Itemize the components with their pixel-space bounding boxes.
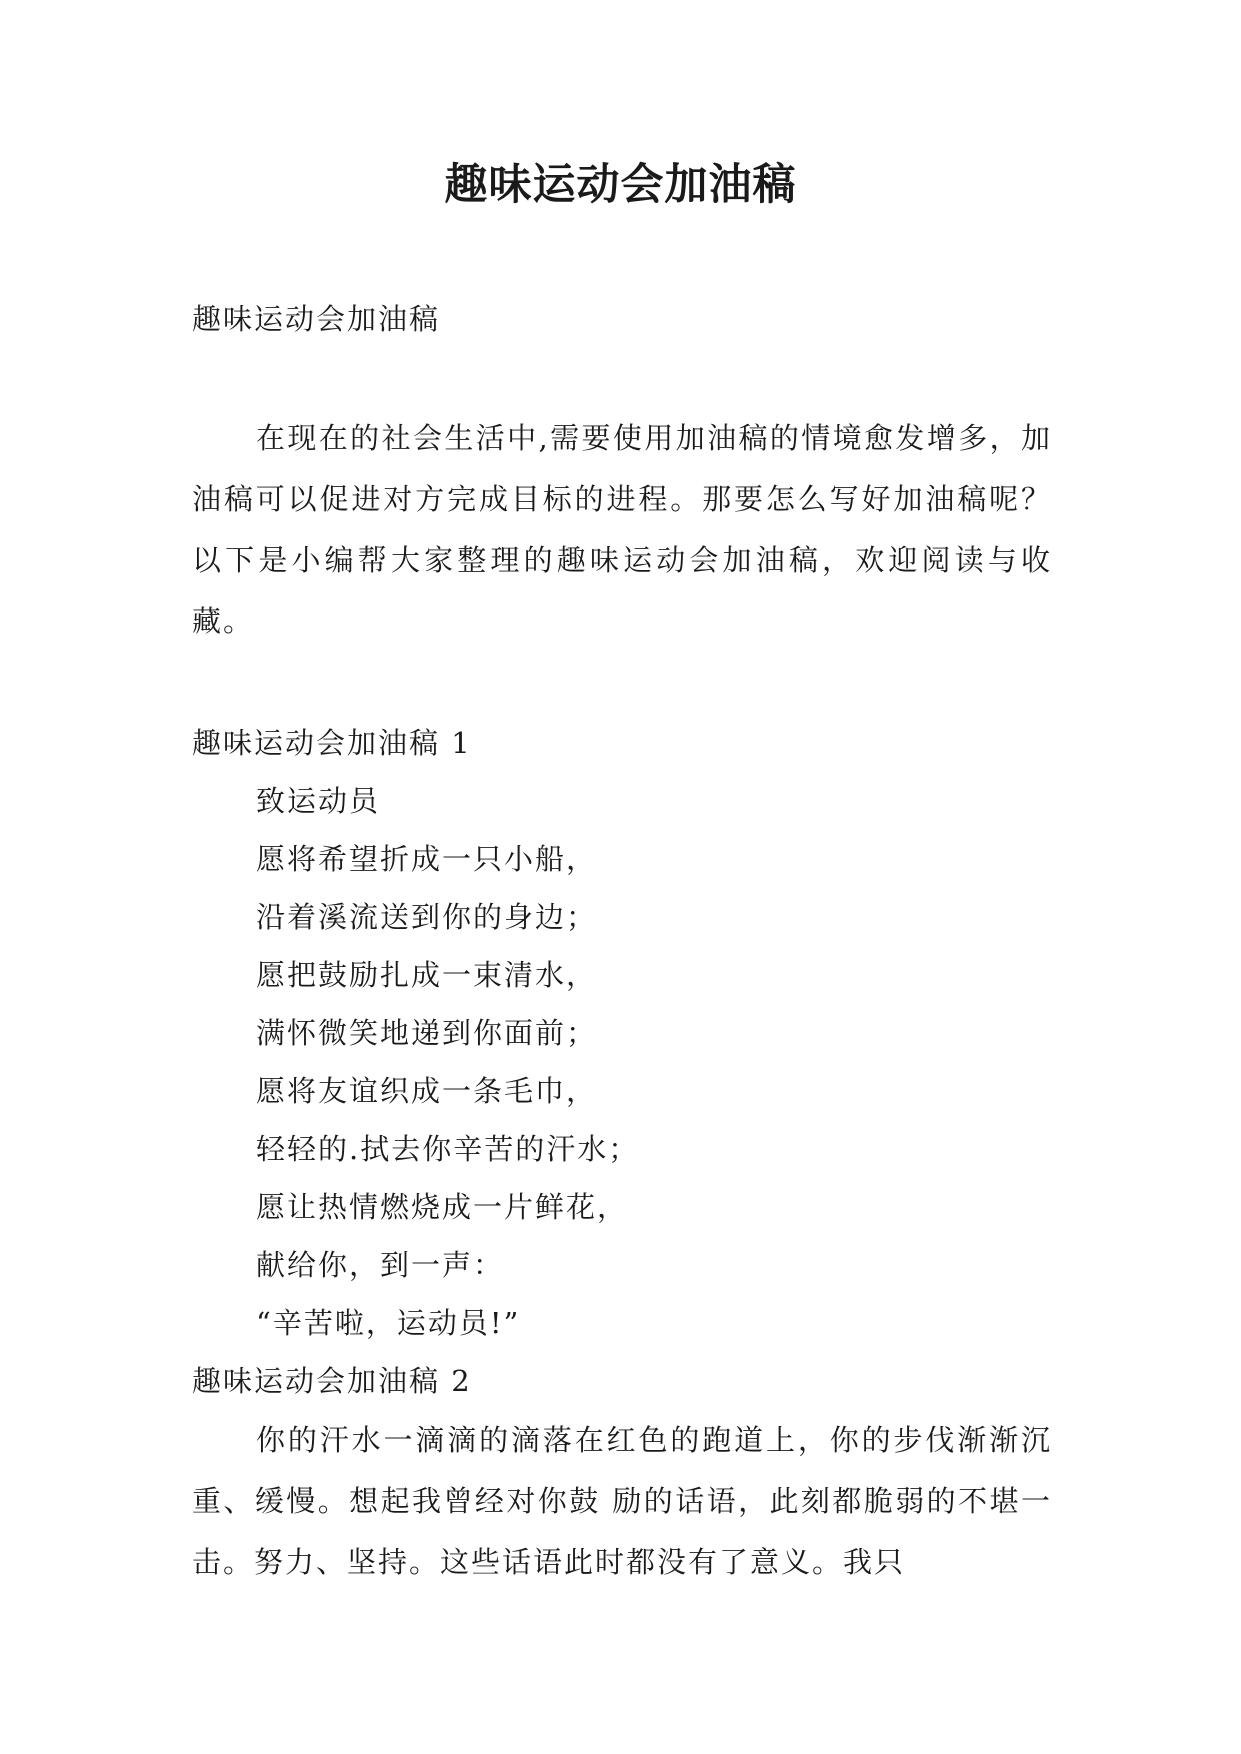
poem-line: 愿将希望折成一只小船， — [256, 842, 598, 876]
document-title: 趣味运动会加油稿 — [444, 160, 797, 210]
poem-line: 沿着溪流送到你的身边； — [256, 900, 598, 934]
poem-line: 愿让热情燃烧成一片鲜花， — [256, 1190, 629, 1224]
poem-line: 轻轻的.拭去你辛苦的汗水； — [256, 1132, 640, 1166]
section-heading-1: 趣味运动会加油稿 1 — [192, 726, 472, 760]
section2-paragraph: 你的汗水一滴滴的滴落在红色的跑道上，你的步伐渐渐沉重、缓慢。想起我曾经对你鼓 励的话语，此刻都脆弱的不堪一击。努力、坚持。这些话语此时都没有了意义。我只 — [192, 1423, 1052, 1579]
poem-line: 满怀微笑地递到你面前； — [256, 1016, 598, 1050]
document-subtitle: 趣味运动会加油稿 — [192, 302, 441, 336]
poem-line: 愿把鼓励扎成一束清水， — [256, 958, 598, 992]
poem-line: “辛苦啦，运动员!” — [256, 1306, 521, 1340]
poem-line: 愿将友谊织成一条毛巾， — [256, 1074, 598, 1108]
document-body — [192, 290, 1052, 1593]
spacer — [192, 652, 1052, 714]
poem-line: 献给你，到一声： — [256, 1248, 505, 1282]
intro-paragraph: 在现在的社会生活中,需要使用加油稿的情境愈发增多，加油稿可以促进对方完成目标的进程。那要怎么写好加油稿呢？以下是小编帮大家整理的趣味运动会加油稿，欢迎阅读与收藏。 — [192, 421, 1052, 638]
poem-line: 致运动员 — [256, 784, 381, 818]
section-heading-2: 趣味运动会加油稿 2 — [192, 1364, 472, 1398]
spacer — [192, 348, 1052, 408]
